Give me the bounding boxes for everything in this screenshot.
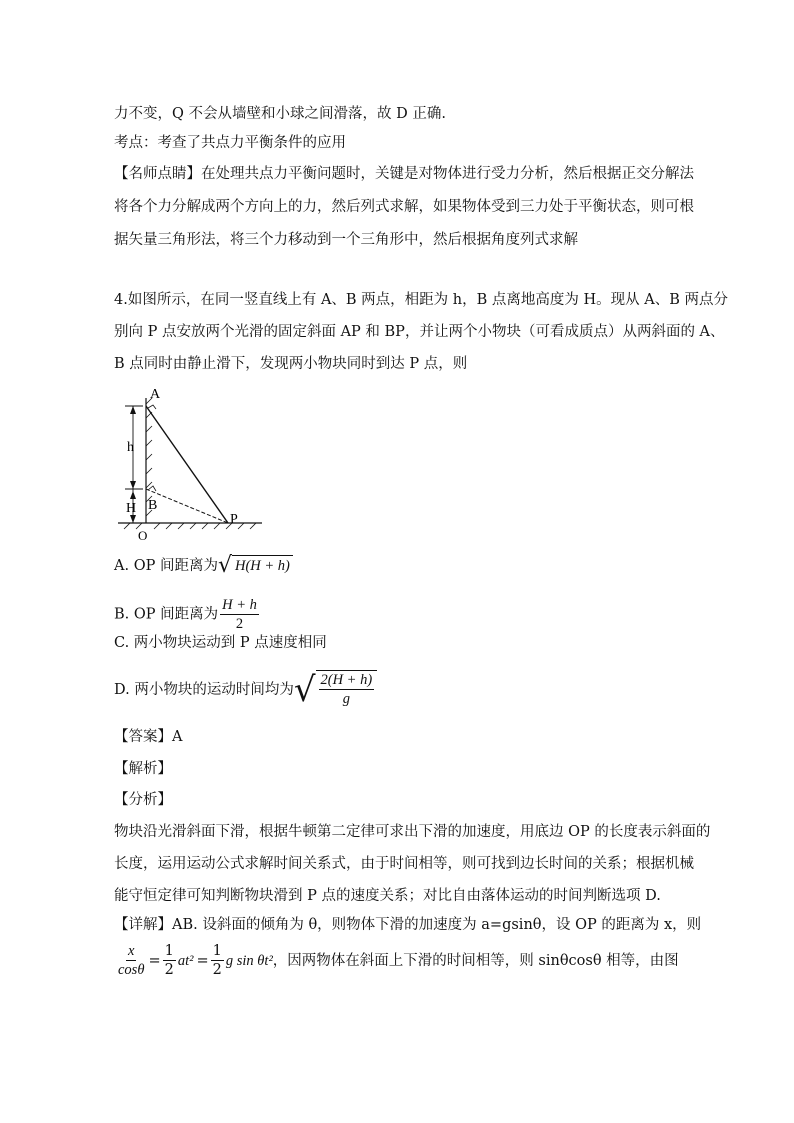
question-line: 4.如图所示，在同一竖直线上有 A、B 两点，相距为 h，B 点离地高度为 H。现从 A、B 两点分 <box>114 292 728 308</box>
eq-sign: = <box>148 952 161 969</box>
eq-half-den: 2 <box>212 962 222 978</box>
fraction <box>220 596 259 633</box>
option-d-den: g <box>342 691 350 707</box>
text-line: 考点：考查了共点力平衡条件的应用 <box>114 135 346 151</box>
label-h: h <box>127 440 134 455</box>
eq-half-num: 1 <box>164 943 174 959</box>
text-line: 将各个力分解成两个方向上的力，然后列式求解，如果物体受到三力处于平衡状态，则可根 <box>114 199 694 215</box>
label-big-h: H <box>126 501 137 516</box>
analysis-heading: 【解析】 <box>114 761 172 777</box>
text-line: 据矢量三角形法，将三个力移动到一个三角形中，然后根据角度列式求解 <box>114 232 578 248</box>
option-a <box>114 555 293 577</box>
equation-line <box>114 942 679 979</box>
analysis-line: 物块沿光滑斜面下滑，根据牛顿第二定律可求出下滑的加速度，用底边 OP 的长度表示斜面的 <box>114 824 711 840</box>
eq-lhs-den: cosθ <box>118 962 145 978</box>
eq-half-den: 2 <box>164 962 174 978</box>
fenxi-heading: 【分析】 <box>114 792 172 808</box>
eq-half-num: 1 <box>212 943 222 959</box>
sqrt-formula: √ H(H + h) <box>218 555 293 577</box>
option-b <box>114 596 261 633</box>
option-a-formula: H(H + h) <box>232 555 293 577</box>
option-d <box>114 670 377 710</box>
answer: 【答案】A <box>114 729 183 745</box>
incline-diagram <box>112 378 282 543</box>
option-a-text: A. OP 间距离为 <box>114 558 218 574</box>
eq-end: g sin θt² <box>225 952 273 969</box>
analysis-line: 长度，运用运动公式求解时间关系式，由于时间相等，则可找到边长时间的关系；根据机械 <box>114 856 694 872</box>
question-line: 别向 P 点安放两个光滑的固定斜面 AP 和 BP，并让两个小物块（可看成质点）从两斜面的 A、 <box>114 324 725 340</box>
fraction <box>116 942 146 979</box>
fraction <box>163 942 176 979</box>
option-d-text: D. 两小物块的运动时间均为 <box>114 682 294 698</box>
eq-sign: = <box>196 952 209 969</box>
detail-tail: ，因两物体在斜面上下滑的时间相等，则 sinθcosθ 相等，由图 <box>272 952 679 969</box>
label-o: O <box>138 528 148 543</box>
eq-lhs-num: x <box>128 943 135 959</box>
option-b-text: B. OP 间距离为 <box>114 606 219 623</box>
text-line: 力不变，Q 不会从墙壁和小球之间滑落，故 D 正确. <box>114 106 446 122</box>
option-b-num: H + h <box>222 597 257 613</box>
option-c: C. 两小物块运动到 P 点速度相同 <box>114 635 327 651</box>
detail-line: 【详解】AB. 设斜面的倾角为 θ，则物体下滑的加速度为 a=gsinθ，设 OP 的距离为 x，则 <box>114 917 702 933</box>
question-line: B 点同时由静止滑下，发现两小物块同时到达 P 点，则 <box>114 356 468 372</box>
label-b: B <box>148 498 158 513</box>
label-a: A <box>150 387 161 402</box>
eq-mid: at² <box>177 952 194 969</box>
analysis-line: 能守恒定律可知判断物块滑到 P 点的速度关系；对比自由落体运动的时间判断选项 D. <box>114 888 661 904</box>
option-b-den: 2 <box>235 616 244 632</box>
fraction <box>319 671 375 708</box>
fraction <box>211 942 224 979</box>
sqrt-formula: √ $\frac{2(H + h)}{g}$ <box>294 670 377 710</box>
text-line: 【名师点睛】在处理共点力平衡问题时，关键是对物体进行受力分析，然后根据正交分解法 <box>114 166 694 182</box>
option-d-num: 2(H + h) <box>320 672 373 688</box>
label-p: P <box>230 512 238 527</box>
